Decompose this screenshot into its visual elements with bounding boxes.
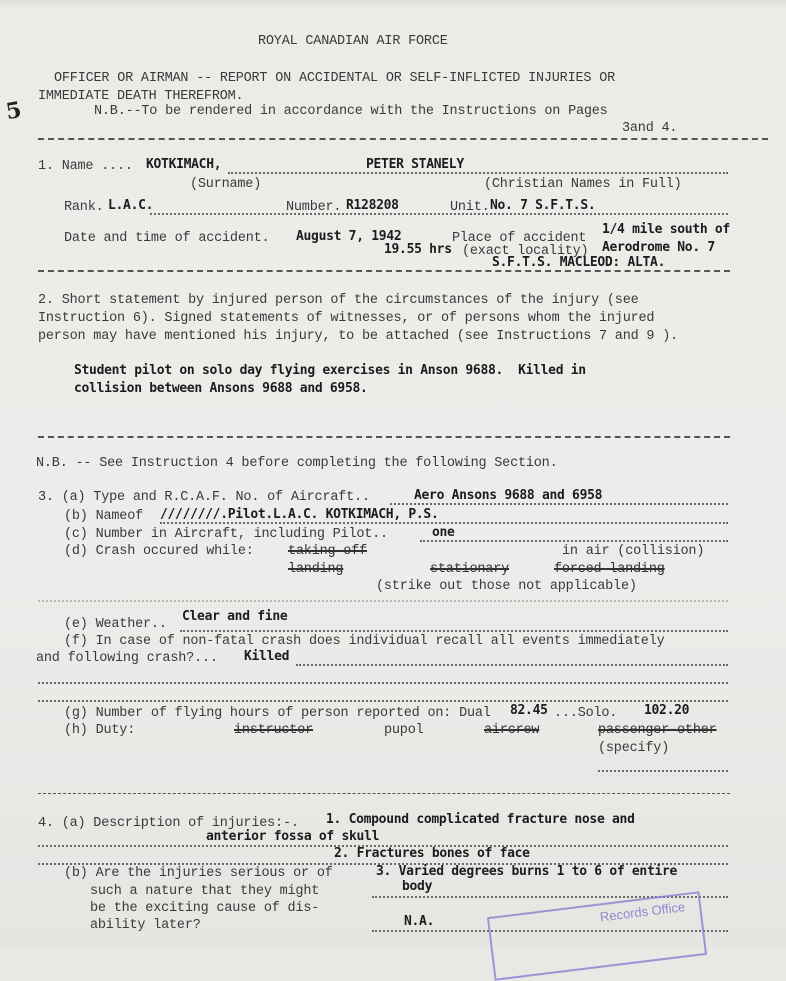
records-office-stamp [487,891,707,981]
pilot-name-label: (b) Nameof [64,509,144,524]
recall-label-line2: and following crash?... [36,651,218,666]
form-title-line2: IMMEDIATE DEATH THEREFROM. [38,89,244,104]
injuries-label: 4. (a) Description of injuries:-. [38,816,299,831]
dotted-line [38,700,728,702]
number-value: R128208 [346,198,399,213]
section2-line2: Instruction 6). Signed statements of witnesses, or of persons whom the injured [38,311,655,326]
christian-names-caption: (Christian Names in Full) [484,177,682,192]
rank-label: Rank. [64,200,104,215]
option-stationary: stationary [430,562,510,577]
serious-answer-value: N.A. [404,914,435,929]
duty-passenger-other: passenger-other [598,723,717,738]
flying-hours-label: (g) Number of flying hours of person reported on: Dual [64,706,491,721]
number-in-aircraft-label: (c) Number in Aircraft, including Pilot.. [64,527,388,542]
injury-3b: body [402,879,433,894]
dotted-line [228,172,728,174]
dotted-line [296,664,728,666]
aircraft-type-value: Aero Ansons 9688 and 6958 [414,488,603,503]
divider [38,270,730,272]
nb-instructions-line1: N.B.--To be rendered in accordance with the Instructions on Pages [94,104,608,119]
unit-value: No. 7 S.F.T.S. [490,198,596,213]
option-landing: landing [288,562,344,577]
solo-label: ...Solo. [554,706,618,721]
place-label: Place of accident [452,231,587,246]
serious-question-line3: be the exciting cause of dis- [90,901,320,916]
dotted-line [38,682,728,684]
recall-value: Killed [244,649,290,664]
statement-line1: Student pilot on solo day flying exercises in Anson 9688. Killed in [74,363,586,378]
recall-label-line1: (f) In case of non-fatal crash does individual recall all events immediately [64,634,665,649]
duty-instructor: instructor [234,723,314,738]
rank-value: L.A.C. [108,198,154,213]
nb-instructions-line2: 3and 4. [622,121,678,136]
section2-line1: 2. Short statement by injured person of the circumstances of the injury (see [38,293,639,308]
date-value: August 7, 1942 [296,229,402,244]
place-caption: (exact locality) [462,244,589,259]
divider [38,138,768,140]
dotted-line [150,213,728,215]
duty-label: (h) Duty: [64,723,136,738]
option-forced-landing: forced landing [554,562,665,577]
place-value-2: Aerodrome No. 7 [602,240,715,255]
injury-3a: 3. Varied degrees burns 1 to 6 of entire [376,864,678,879]
dotted-line [160,522,728,524]
solo-hours-value: 102.20 [644,703,690,718]
dotted-line [180,630,728,632]
unit-label: Unit. [450,200,490,215]
nb-section-note: N.B. -- See Instruction 4 before completing the following Section. [36,456,558,471]
date-label: Date and time of accident. [64,231,270,246]
weather-value: Clear and fine [182,609,288,624]
weather-label: (e) Weather.. [64,617,167,632]
specify-caption: (specify) [598,741,670,756]
injury-1b: anterior fossa of skull [206,829,380,844]
number-in-aircraft-value: one [432,525,455,540]
name-label: 1. Name .... [38,159,133,174]
margin-mark: 5 [3,96,24,126]
aircraft-type-label: 3. (a) Type and R.C.A.F. No. of Aircraft.. [38,490,370,505]
dual-hours-value: 82.45 [510,703,548,718]
serious-question-line4: ability later? [90,918,201,933]
injury-1a: 1. Compound complicated fracture nose and [326,812,635,827]
divider [38,793,730,794]
duty-pupil: pupol [384,723,424,738]
section2-line3: person may have mentioned his injury, to be attached (see Instructions 7 and 9 ). [38,329,679,344]
duty-aircrew: aircrew [484,723,540,738]
option-taking-off: taking off [288,544,368,559]
dotted-line [598,770,728,772]
crash-occurred-label: (d) Crash occured while: [64,544,254,559]
strike-out-caption: (strike out those not applicable) [376,579,637,594]
stamp-text: Records Office [599,899,686,925]
divider [38,436,730,438]
place-value-1: 1/4 mile south of [602,222,730,237]
time-value: 19.55 hrs [384,242,452,257]
option-in-air: in air (collision) [562,544,705,559]
serious-question-line2: such a nature that they might [90,884,320,899]
statement-line2: collision between Ansons 9688 and 6958. [74,381,368,396]
surname-value: KOTKIMACH, [146,157,222,172]
org-heading: ROYAL CANADIAN AIR FORCE [258,34,448,49]
dotted-line [420,540,728,542]
surname-caption: (Surname) [190,177,262,192]
number-label: Number. [286,200,342,215]
injury-2: 2. Fractures bones of face [334,846,530,861]
form-title-line1: OFFICER OR AIRMAN -- REPORT ON ACCIDENTAL OR SELF-INFLICTED INJURIES OR [54,71,615,86]
dotted-line [38,600,728,602]
dotted-line [390,503,728,505]
serious-question-line1: (b) Are the injuries serious or of [64,866,333,881]
christian-names-value: PETER STANELY [366,157,464,172]
pilot-name-value: ////////.Pilot.L.A.C. KOTKIMACH, P.S. [160,507,439,522]
place-value-3: S.F.T.S. MACLEOD: ALTA. [492,255,666,270]
